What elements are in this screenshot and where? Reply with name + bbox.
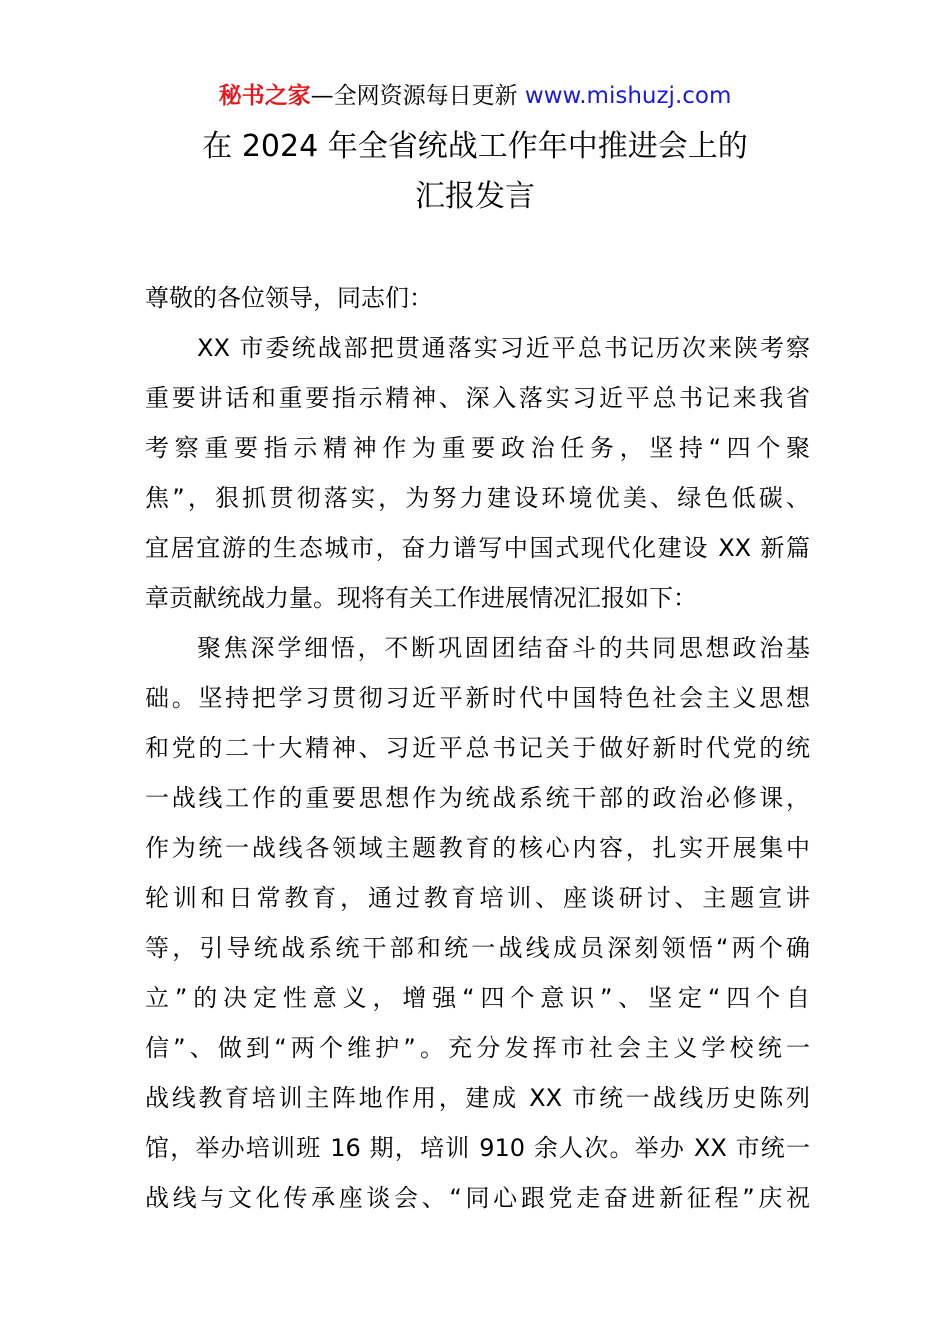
paragraph-2-line: 立”的决定性意义，增强“四个意识”、坚定“四个自 [145, 984, 810, 1012]
paragraph-2-line: 战线教育培训主阵地作用，建成 XX 市统一战线历史陈列 [145, 1084, 810, 1112]
document-title-line-1: 在 2024 年全省统战工作年中推进会上的 [202, 129, 748, 164]
site-url-link[interactable]: www.mishuzj.com [524, 83, 732, 109]
site-slogan: —全网资源每日更新 [310, 83, 525, 109]
paragraph-2-line: 和党的二十大精神、习近平总书记关于做好新时代党的统 [145, 734, 810, 762]
salutation: 尊敬的各位领导，同志们： [145, 284, 433, 312]
paragraph-1-line: XX 市委统战部把贯通落实习近平总书记历次来陕考察 [197, 334, 810, 362]
paragraph-1-line: 焦”，狠抓贯彻落实，为努力建设环境优美、绿色低碳、 [145, 484, 810, 512]
paragraph-1-line: 宜居宜游的生态城市，奋力谱写中国式现代化建设 XX 新篇 [145, 534, 810, 562]
paragraph-2-line: 轮训和日常教育，通过教育培训、座谈研讨、主题宣讲 [145, 884, 810, 912]
paragraph-1-line: 考察重要指示精神作为重要政治任务，坚持“四个聚 [145, 434, 810, 462]
paragraph-2-line: 战线与文化传承座谈会、“同心跟党走奋进新征程”庆祝 [145, 1184, 810, 1212]
document-title-line-2: 汇报发言 [415, 179, 535, 214]
paragraph-2-line: 聚焦深学细悟，不断巩固团结奋斗的共同思想政治基 [197, 634, 810, 662]
paragraph-2-line: 等，引导统战系统干部和统一战线成员深刻领悟“两个确 [145, 934, 810, 962]
paragraph-2-line: 馆，举办培训班 16 期，培训 910 余人次。举办 XX 市统一 [145, 1134, 810, 1162]
paragraph-2-line: 信”、做到“两个维护”。充分发挥市社会主义学校统一 [145, 1034, 810, 1062]
paragraph-1-line: 章贡献统战力量。现将有关工作进展情况汇报如下： [145, 584, 697, 612]
paragraph-2-line: 一战线工作的重要思想作为统战系统干部的政治必修课， [145, 784, 810, 812]
paragraph-1-line: 重要讲话和重要指示精神、深入落实习近平总书记来我省 [145, 384, 810, 412]
site-header [0, 80, 950, 112]
document-body [145, 279, 810, 1229]
paragraph-2-line: 作为统一战线各领域主题教育的核心内容，扎实开展集中 [145, 834, 810, 862]
paragraph-2-line: 础。坚持把学习贯彻习近平新时代中国特色社会主义思想 [145, 684, 810, 712]
site-brand: 秘书之家 [218, 83, 311, 109]
